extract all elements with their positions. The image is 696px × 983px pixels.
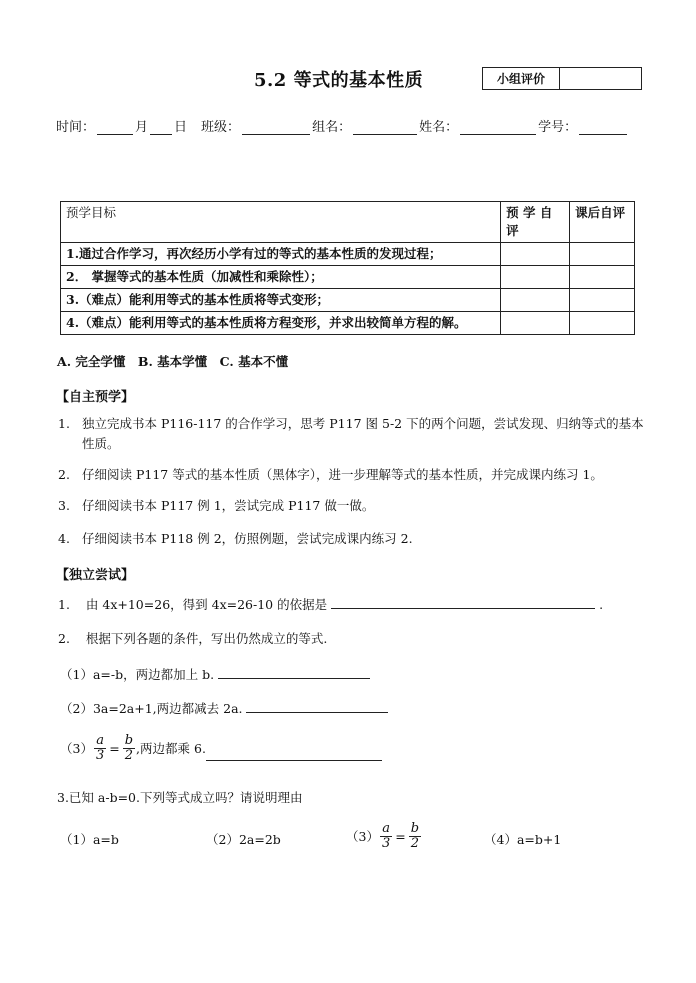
rating-scale: A. 完全学懂 B. 基本学懂 C. 基本不懂 bbox=[57, 354, 289, 369]
question-2c bbox=[60, 734, 382, 763]
goal-row bbox=[61, 289, 635, 312]
page-title: 5.2 等式的基本性质 bbox=[254, 70, 424, 91]
question-2b bbox=[60, 699, 388, 719]
fraction-a-over-3 bbox=[380, 822, 392, 851]
after-eval-cell[interactable] bbox=[570, 289, 635, 312]
fraction-denominator: 2 bbox=[124, 748, 134, 763]
group-evaluation-label: 小组评价 bbox=[483, 68, 560, 89]
answer-blank[interactable] bbox=[206, 748, 382, 761]
equals-sign: = bbox=[395, 828, 406, 844]
item-number: 1. bbox=[58, 416, 70, 431]
self-eval-cell[interactable] bbox=[501, 266, 570, 289]
goal-text: 4.（难点）能利用等式的基本性质将方程变形，并求出较简单方程的解。 bbox=[61, 312, 501, 335]
question-text: 由 4x+10=26，得到 4x=26-10 的依据是 bbox=[85, 597, 328, 612]
self-study-item bbox=[58, 529, 648, 549]
option-2: （2）2a=2b bbox=[206, 832, 281, 847]
class-label: 班级： bbox=[201, 120, 241, 135]
self-study-title: 【自主预学】 bbox=[56, 390, 135, 405]
item-number: 2. bbox=[58, 467, 70, 482]
equals-sign: = bbox=[109, 740, 120, 756]
option-3 bbox=[346, 822, 422, 851]
self-eval-header: 预 学 自评 bbox=[501, 202, 570, 243]
option-prefix: （3） bbox=[346, 828, 379, 844]
student-no-blank[interactable] bbox=[579, 122, 627, 135]
group-name-label: 组名： bbox=[312, 120, 352, 135]
fraction-numerator: a bbox=[96, 733, 104, 748]
question-number: 1. bbox=[58, 597, 70, 612]
fraction-denominator: 3 bbox=[381, 836, 391, 851]
info-line bbox=[56, 116, 629, 135]
fraction-denominator: 3 bbox=[95, 748, 105, 763]
option-1: （1）a=b bbox=[60, 832, 119, 847]
fraction-numerator: b bbox=[410, 821, 420, 836]
subquestion-text: （2）3a=2a+1,两边都减去 2a. bbox=[60, 701, 243, 716]
after-eval-cell[interactable] bbox=[570, 266, 635, 289]
fraction-a-over-3 bbox=[94, 734, 106, 763]
subquestion-text: ,两边都乘 6. bbox=[136, 740, 206, 756]
fraction-numerator: b bbox=[124, 733, 134, 748]
after-eval-cell[interactable] bbox=[570, 312, 635, 335]
answer-blank[interactable] bbox=[331, 596, 595, 609]
month-blank[interactable] bbox=[97, 122, 133, 135]
question-number: 2. bbox=[58, 631, 70, 646]
item-text: 仔细阅读 P117 等式的基本性质（黑体字），进一步理解等式的基本性质，并完成课内练习 1。 bbox=[82, 467, 603, 482]
fraction-b-over-2 bbox=[409, 822, 421, 851]
item-number: 4. bbox=[58, 531, 70, 546]
group-evaluation-box bbox=[482, 67, 642, 90]
self-study-item bbox=[58, 496, 648, 516]
item-text: 仔细阅读书本 P118 例 2，仿照例题，尝试完成课内练习 2. bbox=[82, 531, 413, 546]
name-label: 姓名： bbox=[419, 120, 459, 135]
answer-blank[interactable] bbox=[246, 700, 388, 713]
answer-blank[interactable] bbox=[218, 666, 370, 679]
question-text: 根据下列各题的条件，写出仍然成立的等式. bbox=[85, 631, 328, 646]
name-blank[interactable] bbox=[460, 122, 536, 135]
self-eval-cell[interactable] bbox=[501, 289, 570, 312]
goal-text: 3.（难点）能利用等式的基本性质将等式变形； bbox=[61, 289, 501, 312]
month-label: 月 bbox=[135, 120, 149, 135]
item-text: 仔细阅读书本 P117 例 1，尝试完成 P117 做一做。 bbox=[82, 498, 375, 513]
goals-table bbox=[60, 201, 635, 335]
goal-row bbox=[61, 243, 635, 266]
fraction-numerator: a bbox=[382, 821, 390, 836]
self-study-item bbox=[58, 414, 648, 454]
question-end: . bbox=[599, 597, 604, 612]
after-eval-cell[interactable] bbox=[570, 243, 635, 266]
item-text: 独立完成书本 P116-117 的合作学习，思考 P117 图 5-2 下的两个问题，尝试发现、归纳等式的基本性质。 bbox=[82, 416, 644, 451]
class-blank[interactable] bbox=[242, 122, 310, 135]
goal-text: 1.通过合作学习，再次经历小学有过的等式的基本性质的发现过程； bbox=[61, 243, 501, 266]
after-eval-header: 课后自评 bbox=[570, 202, 635, 243]
goal-header: 预学目标 bbox=[61, 202, 501, 243]
goal-row bbox=[61, 266, 635, 289]
question-2 bbox=[58, 629, 658, 649]
time-label: 时间： bbox=[56, 120, 96, 135]
fraction-b-over-2 bbox=[123, 734, 135, 763]
independent-title: 【独立尝试】 bbox=[56, 568, 135, 583]
subquestion-prefix: （3） bbox=[60, 740, 93, 756]
self-eval-cell[interactable] bbox=[501, 312, 570, 335]
self-study-item bbox=[58, 465, 658, 485]
goals-table-header bbox=[61, 202, 635, 243]
group-name-blank[interactable] bbox=[353, 122, 417, 135]
item-number: 3. bbox=[58, 498, 70, 513]
question-2a bbox=[60, 665, 370, 685]
goal-text: 2． 掌握等式的基本性质（加减性和乘除性）； bbox=[61, 266, 501, 289]
group-evaluation-field[interactable] bbox=[560, 68, 641, 89]
question-3: 3.已知 a-b=0.下列等式成立吗？请说明理由 bbox=[57, 790, 303, 805]
goal-row bbox=[61, 312, 635, 335]
option-4: （4）a=b+1 bbox=[484, 832, 562, 847]
question-1 bbox=[58, 595, 658, 615]
day-label: 日 bbox=[174, 120, 188, 135]
self-eval-cell[interactable] bbox=[501, 243, 570, 266]
subquestion-text: （1）a=-b，两边都加上 b. bbox=[60, 667, 215, 682]
day-blank[interactable] bbox=[150, 122, 172, 135]
student-no-label: 学号： bbox=[538, 120, 578, 135]
fraction-denominator: 2 bbox=[410, 836, 420, 851]
